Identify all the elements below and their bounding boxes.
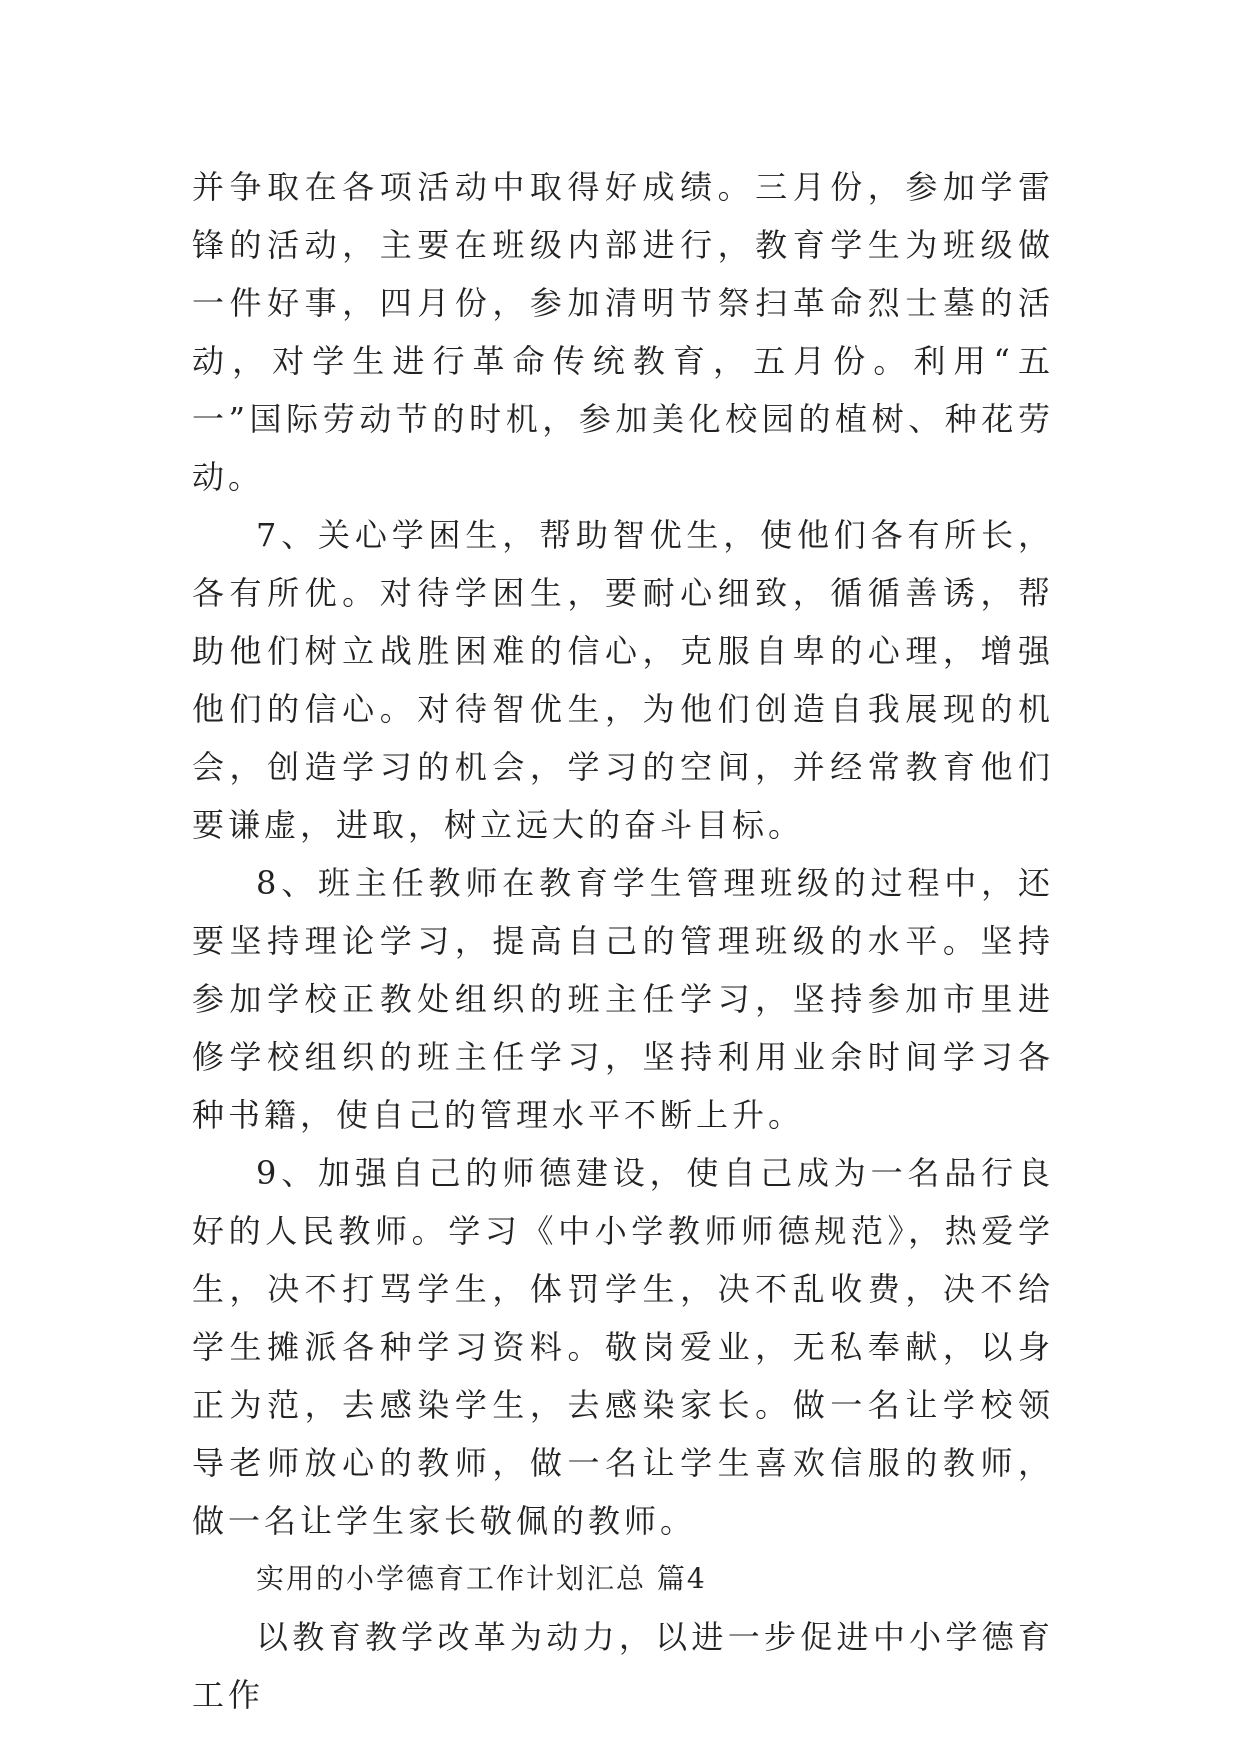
paragraph-continuation: 并争取在各项活动中取得好成绩。三月份，参加学雷锋的活动，主要在班级内部进行，教育学生为班级做一件好事，四月份，参加清明节祭扫革命烈士墓的活动，对学生进行革命传统教育，五月份。利用“五一”国际劳动节的时机，参加美化校园的植树、种花劳动。: [192, 168, 1054, 496]
paragraph-item-8: 8、班主任教师在教育学生管理班级的过程中，还要坚持理论学习，提高自己的管理班级的水平。坚持参加学校正教处组织的班主任学习，坚持参加市里进修学校组织的班主任学习，坚持利用业余时间学习各种书籍，使自己的管理水平不断上升。: [192, 864, 1054, 1134]
paragraph-item-9: 9、加强自己的师德建设，使自己成为一名品行良好的人民教师。学习《中小学教师师德规范》，热爱学生，决不打骂学生，体罚学生，决不乱收费，决不给学生摊派各种学习资料。敬岗爱业，无私奉献，以身正为范，去感染学生，去感染家长。做一名让学校领导老师放心的教师，做一名让学生喜欢信服的教师，做一名让学生家长敬佩的教师。: [192, 1154, 1054, 1540]
section-heading: 实用的小学德育工作计划汇总 篇4: [256, 1562, 707, 1595]
document-body: [192, 158, 1054, 1724]
paragraph-item-7: 7、关心学困生，帮助智优生，使他们各有所长，各有所优。对待学困生，要耐心细致，循循善诱，帮助他们树立战胜困难的信心，克服自卑的心理，增强他们的信心。对待智优生，为他们创造自我展现的机会，创造学习的机会，学习的空间，并经常教育他们要谦虚，进取，树立远大的奋斗目标。: [192, 516, 1054, 844]
paragraph-section-start: 以教育教学改革为动力，以进一步促进中小学德育工作: [192, 1618, 1054, 1714]
